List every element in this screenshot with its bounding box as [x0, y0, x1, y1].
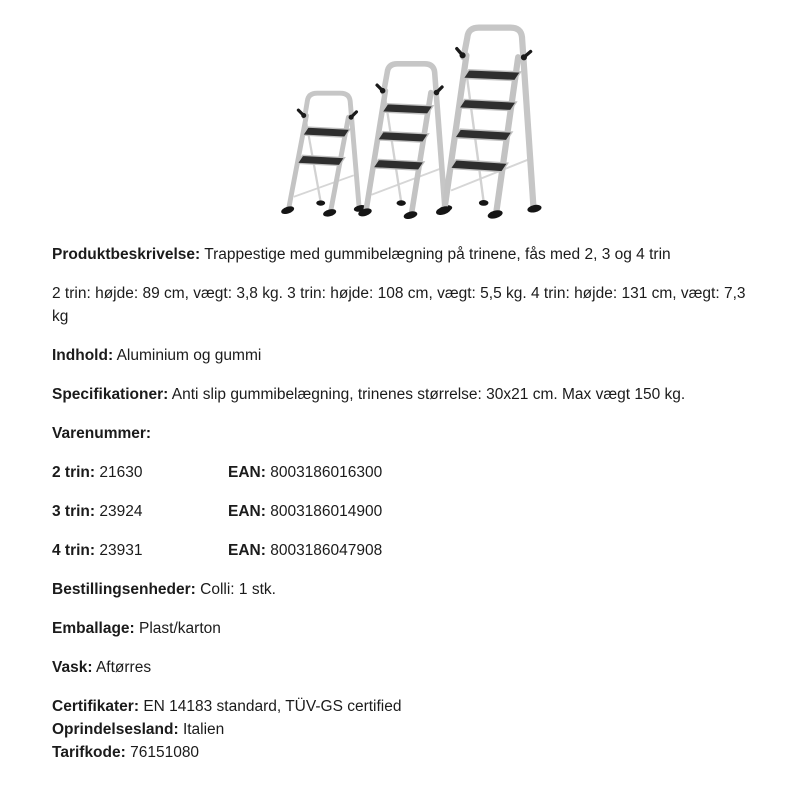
ean-value: 8003186014900	[270, 503, 383, 520]
variant-row-2-trin	[52, 461, 756, 484]
specifications-label: Specifikationer:	[52, 386, 169, 403]
ladder-4-step-image	[429, 18, 546, 224]
variant-sku-cell	[52, 461, 228, 484]
content-label: Indhold:	[52, 347, 114, 364]
variant-label: 4 trin:	[52, 542, 96, 559]
order-units-row	[52, 578, 756, 601]
tariff-row	[52, 741, 756, 764]
content-text: Aluminium og gummi	[116, 347, 262, 364]
dimensions-text: 2 trin: højde: 89 cm, vægt: 3,8 kg. 3 trin: højde: 108 cm, vægt: 5,5 kg. 4 trin: højde: 131 cm, vægt: 7,3 kg	[52, 285, 746, 325]
description-row	[52, 243, 756, 266]
origin-row	[52, 718, 756, 741]
variant-sku-cell	[52, 500, 228, 523]
variant-row-3-trin	[52, 500, 756, 523]
certificates-text: EN 14183 standard, TÜV-GS certified	[143, 698, 402, 715]
item-number-label: Varenummer:	[52, 425, 152, 442]
variant-label: 2 trin:	[52, 464, 96, 481]
ean-label: EAN:	[228, 503, 266, 520]
order-units-text: Colli: 1 stk.	[200, 581, 276, 598]
variant-ean-cell	[228, 503, 382, 520]
packaging-label: Emballage:	[52, 620, 135, 637]
content-row	[52, 344, 756, 367]
variant-sku: 21630	[99, 464, 143, 481]
variant-sku: 23931	[99, 542, 143, 559]
dimensions-row	[52, 282, 756, 328]
ean-value: 8003186047908	[270, 542, 383, 559]
ean-label: EAN:	[228, 542, 266, 559]
variant-row-4-trin	[52, 539, 756, 562]
variant-sku: 23924	[99, 503, 143, 520]
variant-ean-cell	[228, 542, 382, 559]
specifications-row	[52, 383, 756, 406]
product-details	[52, 243, 756, 764]
item-number-heading	[52, 422, 756, 445]
washing-text: Aftørres	[95, 659, 152, 676]
description-label: Produktbeskrivelse:	[52, 246, 201, 263]
packaging-row	[52, 617, 756, 640]
tariff-text: 76151080	[130, 744, 200, 761]
order-units-label: Bestillingsenheder:	[52, 581, 196, 598]
certificates-block	[52, 695, 756, 764]
washing-row	[52, 656, 756, 679]
product-images	[0, 0, 800, 243]
washing-label: Vask:	[52, 659, 93, 676]
packaging-text: Plast/karton	[139, 620, 221, 637]
variant-sku-cell	[52, 539, 228, 562]
ean-label: EAN:	[228, 464, 266, 481]
certificates-label: Certifikater:	[52, 698, 139, 715]
certificates-row	[52, 695, 756, 718]
specifications-text: Anti slip gummibelægning, trinenes størrelse: 30x21 cm. Max vægt 150 kg.	[171, 386, 686, 403]
variant-ean-cell	[228, 464, 382, 481]
variant-label: 3 trin:	[52, 503, 96, 520]
origin-text: Italien	[182, 721, 225, 738]
origin-label: Oprindelsesland:	[52, 721, 179, 738]
tariff-label: Tarifkode:	[52, 744, 126, 761]
description-text: Trappestige med gummibelægning på trinene, fås med 2, 3 og 4 trin	[204, 246, 671, 263]
ean-value: 8003186016300	[270, 464, 383, 481]
